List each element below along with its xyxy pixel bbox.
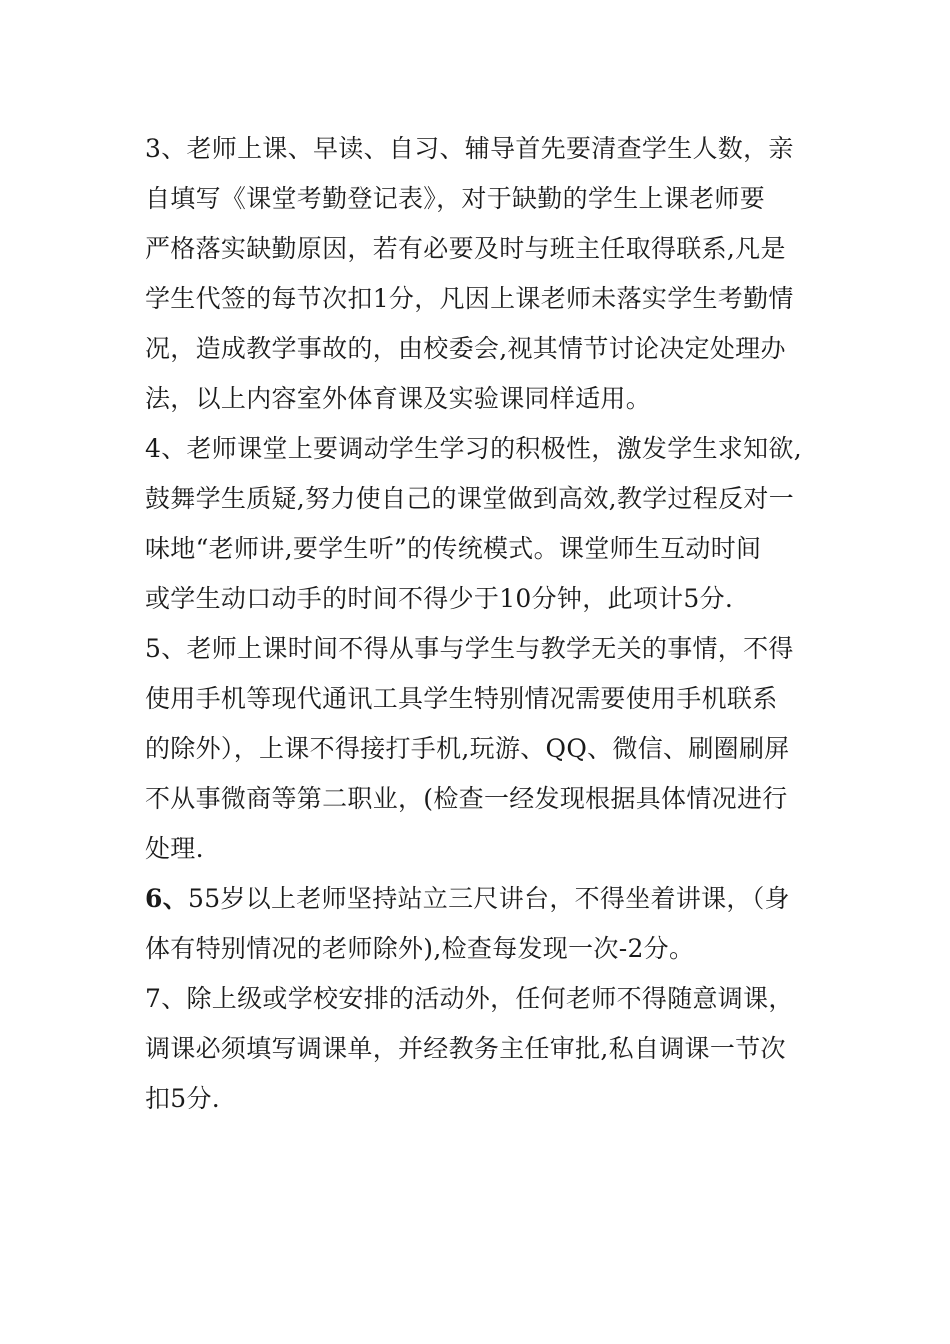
text-line: 的除外），上课不得接打手机,玩游、QQ、微信、刷圈刷屏: [145, 734, 790, 763]
item-number: 6、: [145, 884, 188, 913]
paragraph-item-5: [145, 624, 810, 874]
text-segment: 55岁以上老师坚持站立三尺讲台，不得坐着讲课，（身: [188, 884, 790, 913]
text-line: 体有特别情况的老师除外),检查每发现一次-2分。: [145, 934, 695, 963]
text-line: 况，造成教学事故的，由校委会,视其情节讨论决定处理办: [145, 334, 786, 363]
text-line: [145, 874, 810, 924]
paragraph-item-7: [145, 974, 810, 1124]
document-body: [145, 124, 810, 1124]
text-line: 鼓舞学生质疑,努力使自己的课堂做到高效,教学过程反对一: [145, 484, 794, 513]
paragraph-item-4: [145, 424, 810, 624]
text-line: 不从事微商等第二职业，(检查一经发现根据具体情况进行: [145, 784, 788, 813]
text-line: 4、老师课堂上要调动学生学习的积极性，激发学生求知欲,: [145, 434, 802, 463]
text-line: 3、老师上课、早读、自习、辅导首先要清查学生人数，亲: [145, 134, 794, 163]
text-line: 味地“老师讲,要学生听”的传统模式。课堂师生互动时间: [145, 534, 762, 563]
paragraph-item-6: [145, 874, 810, 974]
text-line: 调课必须填写调课单，并经教务主任审批,私自调课一节次: [145, 1034, 786, 1063]
text-line: 7、除上级或学校安排的活动外，任何老师不得随意调课，: [145, 984, 794, 1013]
text-line: 严格落实缺勤原因，若有必要及时与班主任取得联系,凡是: [145, 234, 786, 263]
text-line: 学生代签的每节次扣1分，凡因上课老师未落实学生考勤情: [145, 284, 794, 313]
text-line: 扣5分.: [145, 1084, 221, 1113]
text-line: 5、老师上课时间不得从事与学生与教学无关的事情，不得: [145, 634, 794, 663]
text-line: 使用手机等现代通讯工具学生特别情况需要使用手机联系: [145, 684, 778, 713]
text-line: 法，以上内容室外体育课及实验课同样适用。: [145, 384, 652, 413]
text-line: 自填写《课堂考勤登记表》，对于缺勤的学生上课老师要: [145, 184, 766, 213]
paragraph-item-3: [145, 124, 810, 424]
text-line: 或学生动口动手的时间不得少于10分钟，此项计5分.: [145, 584, 734, 613]
text-line: 处理.: [145, 834, 204, 863]
